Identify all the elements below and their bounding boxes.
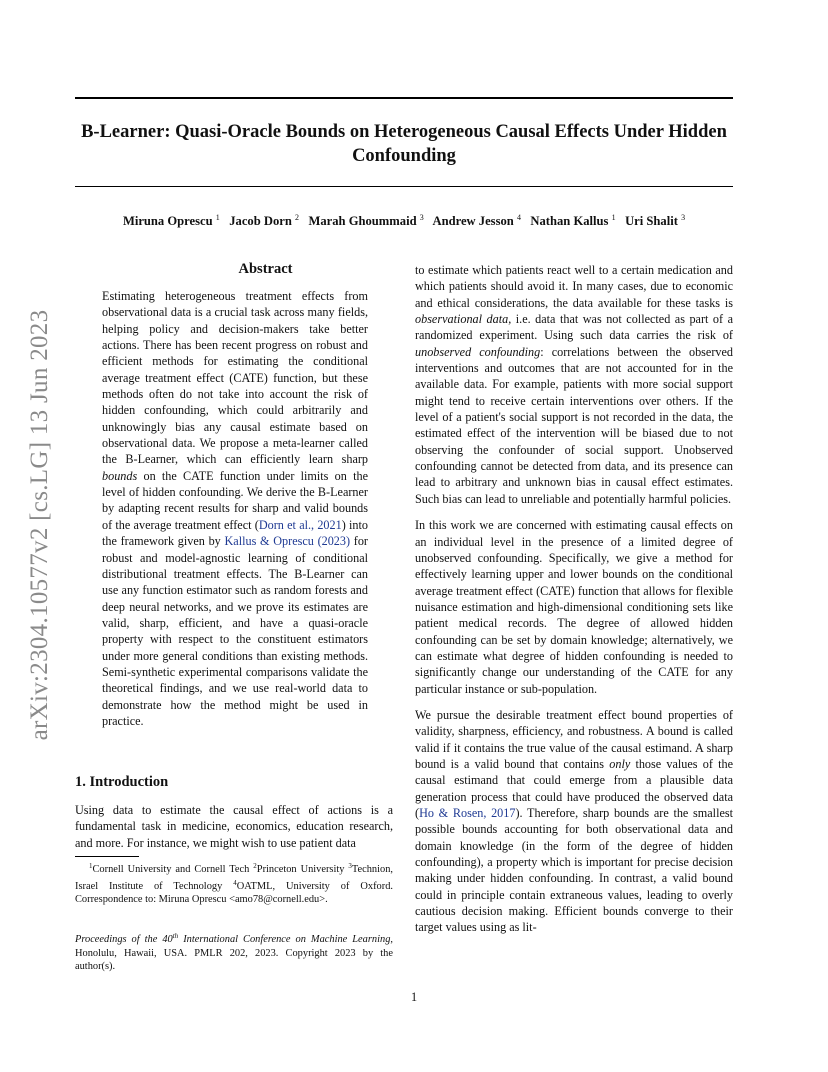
author: Uri Shalit $^3$ — [625, 213, 686, 228]
paragraph: to estimate which patients react well to a certain medication and which patients should avoid it. In many cases, due to economic and ethical considerations, the data available for these tasks is observational data, i.e. data that was not collected as part of a randomized experiment. Using such data carries the risk of unobserved confounding: correlations between the observed interventions and outcomes that are not accounted for in the available data. For example, patients with more social support might tend to receive certain interventions over others. If the level of a patient's social support is not recorded in the data, the estimated effect of the intervention will be biased due to not observing the confounder of social support. Unobserved confounding cannot be detected from data, and its presence can lead to arbitrary and unknown bias in causal effect estimates. Such bias can lead to unreliable and potentially harmful policies. — [415, 263, 733, 506]
right-column-body — [415, 262, 733, 946]
affiliations-footnote: $^1$Cornell University and Cornell Tech $^2$Princeton University $^3$Technion, Israel Institute of Technology $^4$OATML, University of Oxford. Correspondence to: Miruna Oprescu <amo78@cornell.edu>. — [75, 862, 394, 905]
proceedings-note: Proceedings of the 40th International Conference on Machine Learning, Honolulu, Hawaii, USA. PMLR 202, 2023. Copyright 2023 by the author(s). — [75, 932, 393, 972]
title-top-rule — [75, 97, 733, 99]
citation-link[interactable]: Dorn et al., 2021 — [258, 517, 342, 532]
citation-link[interactable]: Kallus & Oprescu (2023) — [224, 534, 351, 549]
paragraph: We pursue the desirable treatment effect bound properties of validity, sharpness, efficiency, and robustness. A bound is called valid if it contains the true value of the causal estimand. A sharp bound is a valid bound that contains only those values of the causal estimand that could emerge from a plausible data generation process that could have produced the observed data (Ho & Rosen, 2017). Therefore, sharp bounds are the smallest possible bounds accounting for both observational data and domain knowledge (in the form of the degree of hidden confounding), a property which is important for precise decision making under hidden confounding. In contrast, a valid bound could in principle contain extraneous values, leading to overly cautious decision making. Efficient bounds converge to their target values using as lit- — [415, 707, 733, 935]
author: Nathan Kallus $^1$ — [530, 213, 616, 228]
arxiv-stamp: arXiv:2304.10577v2 [cs.LG] 13 Jun 2023 — [26, 309, 53, 741]
citation-link[interactable]: Ho & Rosen, 2017 — [419, 806, 516, 820]
abstract-heading: Abstract — [238, 261, 293, 277]
author: Miruna Oprescu $^1$ — [122, 213, 220, 228]
paragraph: In this work we are concerned with estimating causal effects on an individual level in the presence of a limited degree of unobserved confounding. Specifically, we give a method for effectively learning upper and lower bounds on the conditional average treatment effect (CATE) function that allows for flexible nuisance estimation and high-dimensional conditioning sets like patient medical records. The degree of allowed hidden confounding can be set by domain knowledge; alternatively, we can estimate what degree of hidden confounding is needed to significantly change our understanding of the CATE for any particular instance or sub-population. — [415, 518, 733, 696]
author: Marah Ghoummaid $^3$ — [308, 213, 424, 228]
author: Jacob Dorn $^2$ — [229, 213, 300, 228]
title-bottom-rule — [75, 186, 733, 187]
paper-title: B-Learner: Quasi-Oracle Bounds on Heterogeneous Causal Effects Under Hidden Confounding — [81, 122, 727, 166]
section-heading: 1. Introduction — [75, 774, 169, 790]
author-list — [75, 213, 733, 229]
introduction-text: Using data to estimate the causal effect of actions is a fundamental task in medicine, economics, education research, and more. For instance, we might wish to use patient data — [75, 803, 393, 850]
footnote-rule — [75, 856, 139, 857]
abstract-body: Estimating heterogeneous treatment effects from observational data is a crucial task across many fields, helping policy and decision-makers take better actions. There has been recent progress on robust and efficient methods for estimating the conditional average treatment effect (CATE) function, but these methods often do not take into account the risk of hidden confounding, which could arbitrarily and unknowingly bias any causal estimate based on observational data. We propose a meta-learner called the B-Learner, which can efficiently learn sharp bounds on the CATE function under limits on the level of hidden confounding. We derive the B-Learner by adapting recent results for sharp and valid bounds of the average treatment effect (Dorn et al., 2021) into the framework given by Kallus & Oprescu (2023) for robust and model-agnostic learning of conditional distributional treatment effects. The B-Learner can use any function estimator such as random forests and deep neural networks, and we prove its estimates are valid, sharp, efficient, and have a quasi-oracle property with respect to the constituent estimators under more general conditions than existing methods. Semi-synthetic experimental comparisons validate the theoretical findings, and we use real-world data to demonstrate how the method might be used in practice. — [102, 289, 368, 728]
author: Andrew Jesson $^4$ — [432, 213, 521, 228]
page-number: 1 — [410, 990, 418, 1004]
